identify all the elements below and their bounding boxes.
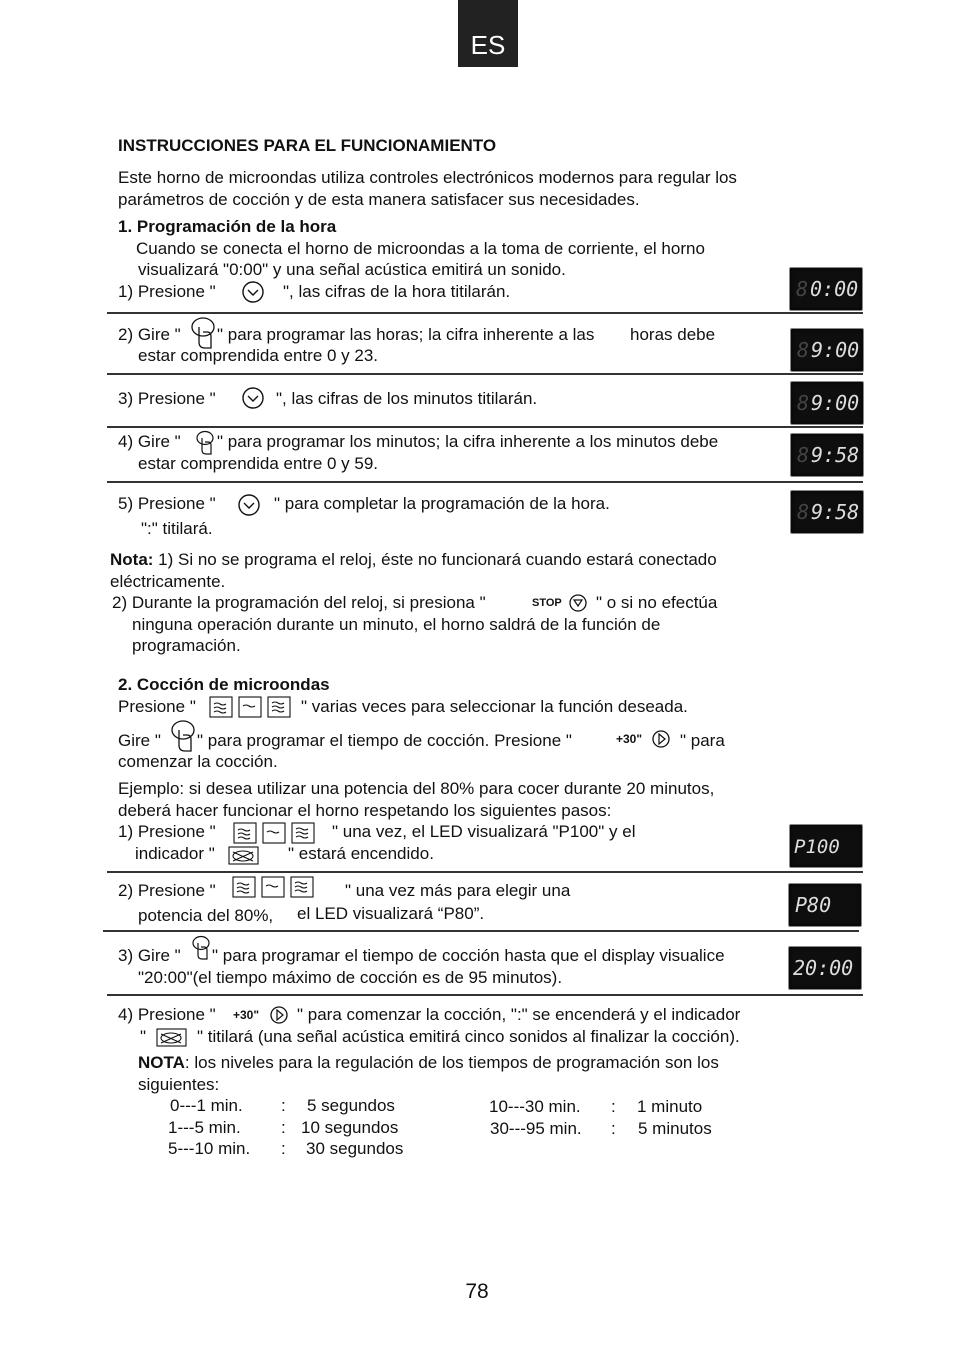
svg-text:8: 8 — [797, 338, 810, 362]
s2-step1-text-b: " una vez, el LED visualizará "P100" y el — [332, 822, 636, 841]
lcd-display — [790, 328, 864, 372]
lcd-value: 9:00 — [811, 391, 860, 415]
s1-step3-text-b: ", las cifras de los minutos titilarán. — [276, 389, 538, 408]
s2-step2-text-b: " una vez más para elegir una — [345, 881, 571, 900]
svg-text:8: 8 — [797, 391, 810, 415]
level-sep: : — [281, 1118, 286, 1137]
s1-step1-text-a: 1) Presione " — [118, 282, 216, 301]
s2-step4-text-d: " titilará (una señal acústica emitirá cinco sonidos al finalizar la cocción). — [197, 1027, 740, 1046]
divider — [107, 312, 863, 314]
power-buttons-icon — [209, 696, 293, 720]
s1-line-1: Cuando se conecta el horno de microondas a la toma de corriente, el horno — [136, 239, 705, 258]
s2-nota-line-1: NOTA: los niveles para la regulación de los tiempos de programación son los — [138, 1053, 719, 1072]
s2-example-2: deberá hacer funcionar el horno respetando los siguientes pasos: — [118, 801, 612, 820]
level-sep: : — [281, 1139, 286, 1158]
section-1-title: 1. Programación de la hora — [118, 217, 337, 236]
level-range: 30---95 min. — [490, 1119, 582, 1138]
level-range: 0---1 min. — [170, 1096, 243, 1115]
level-range: 5---10 min. — [168, 1139, 251, 1158]
intro-line-2: parámetros de cocción y de esta manera satisfacer sus necesidades. — [118, 190, 640, 209]
s2-p2-d: comenzar la cocción. — [118, 752, 278, 771]
lcd-display — [790, 433, 864, 477]
s1-step4-text-c: estar comprendida entre 0 y 59. — [138, 454, 379, 473]
svg-text:8: 8 — [797, 500, 810, 524]
lcd-value: 0:00 — [810, 277, 859, 301]
lcd-display — [790, 490, 864, 534]
language-tab: ES — [458, 0, 518, 67]
s1-step3-text-a: 3) Presione " — [118, 389, 216, 408]
nota-1-line-2: eléctricamente. — [110, 572, 226, 591]
s1-step4-text-a: 4) Gire " — [118, 432, 181, 451]
level-sep: : — [611, 1097, 616, 1116]
s2-step2-text-c: potencia del 80%, — [138, 906, 274, 925]
s2-example-1: Ejemplo: si desea utilizar una potencia del 80% para cocer durante 20 minutos, — [118, 779, 715, 798]
s1-step2-text-a: 2) Gire " — [118, 325, 181, 344]
lcd-value: 9:58 — [811, 443, 860, 467]
nota-1-line-4: ninguna operación durante un minuto, el horno saldrá de la función de — [132, 615, 661, 634]
s2-p1-a: Presione " — [118, 697, 196, 716]
s2-step1-text-d: " estará encendido. — [288, 844, 434, 863]
s2-step2-text-a: 2) Presione " — [118, 881, 216, 900]
lcd-value: 9:58 — [811, 500, 860, 524]
nota-1-line-1: Nota: 1) Si no se programa el reloj, éste no funcionará cuando estará conectado — [110, 550, 717, 569]
s1-step5-text-c: ":" titilará. — [141, 519, 213, 538]
lcd-display — [789, 267, 863, 311]
dial-knob-icon — [169, 719, 197, 753]
lcd-display — [790, 381, 864, 425]
page-number: 78 — [465, 1280, 489, 1303]
s2-p2-a: Gire " — [118, 731, 161, 750]
s1-step5-text-b: " para completar la programación de la hora. — [274, 494, 610, 513]
start-icon — [651, 729, 671, 749]
s2-step3-text-b: " para programar el tiempo de cocción hasta que el display visualice — [212, 946, 725, 965]
page-title: INSTRUCCIONES PARA EL FUNCIONAMIENTO — [118, 136, 497, 155]
dial-knob-icon — [190, 935, 212, 961]
s1-step1-text-b: ", las cifras de la hora titilarán. — [283, 282, 511, 301]
s2-step4-text-b: " para comenzar la cocción, ":" se encenderá y el indicador — [297, 1005, 741, 1024]
stop-label: STOP — [532, 597, 562, 609]
s1-step2-text-c: horas debe — [630, 325, 716, 344]
divider — [103, 930, 859, 932]
svg-text:8: 8 — [797, 443, 810, 467]
nota-1-line-5: programación. — [132, 636, 241, 655]
level-step: 5 minutos — [638, 1119, 712, 1138]
lcd-value: P100 — [794, 836, 840, 858]
s2-step4-text-a: 4) Presione " — [118, 1005, 216, 1024]
s2-step3-text-c: "20:00"(el tiempo máximo de cocción es de 95 minutos). — [138, 968, 563, 987]
s2-step3-text-a: 3) Gire " — [118, 946, 181, 965]
level-range: 1---5 min. — [168, 1118, 241, 1137]
clock-icon — [237, 493, 261, 517]
clock-icon — [241, 280, 265, 304]
divider — [107, 481, 863, 483]
level-sep: : — [611, 1119, 616, 1138]
s1-step2-text-d: estar comprendida entre 0 y 23. — [138, 346, 379, 365]
microwave-indicator-icon — [228, 846, 260, 866]
level-step: 5 segundos — [307, 1096, 395, 1115]
divider — [107, 994, 863, 996]
s2-step1-text-a: 1) Presione " — [118, 822, 216, 841]
level-sep: : — [281, 1096, 286, 1115]
clock-icon — [241, 386, 265, 410]
lcd-value: 9:00 — [811, 338, 860, 362]
svg-text:8: 8 — [796, 277, 809, 301]
plus30-label: +30" — [233, 1008, 260, 1022]
s1-step2-text-b: " para programar las horas; la cifra inherente a las — [217, 325, 595, 344]
s1-line-2: visualizará "0:00" y una señal acústica emitirá un sonido. — [138, 260, 566, 279]
divider — [107, 426, 863, 428]
level-step: 30 segundos — [306, 1139, 404, 1158]
power-buttons-icon — [232, 876, 316, 900]
lcd-value: 20:00 — [793, 956, 854, 980]
s2-step1-text-c: indicador " — [135, 844, 215, 863]
s2-step2-text-d: el LED visualizará “P80”. — [297, 904, 485, 923]
s1-step5-text-a: 5) Presione " — [118, 494, 216, 513]
level-range: 10---30 min. — [489, 1097, 581, 1116]
s1-step4-text-b: " para programar los minutos; la cifra inherente a los minutos debe — [217, 432, 719, 451]
divider — [107, 871, 863, 873]
divider — [107, 373, 863, 375]
nota-1-line-3b: " o si no efectúa — [596, 593, 718, 612]
s2-nota-line-2: siguientes: — [138, 1075, 220, 1094]
level-step: 10 segundos — [301, 1118, 399, 1137]
s2-p1-b: " varias veces para seleccionar la función deseada. — [301, 697, 688, 716]
microwave-indicator-icon — [156, 1028, 188, 1048]
s2-step4-text-c: " — [140, 1027, 147, 1046]
lcd-value: P80 — [795, 893, 832, 917]
s2-p2-b: " para programar el tiempo de cocción. Presione " — [197, 731, 572, 750]
stop-icon — [568, 593, 588, 613]
level-step: 1 minuto — [637, 1097, 703, 1116]
nota-1-line-3a: 2) Durante la programación del reloj, si presiona " — [112, 593, 486, 612]
s2-p2-c: " para — [680, 731, 725, 750]
start-icon — [269, 1005, 289, 1025]
intro-line-1: Este horno de microondas utiliza controles electrónicos modernos para regular los — [118, 168, 737, 187]
lcd-display — [789, 824, 863, 868]
lcd-display — [788, 946, 862, 990]
section-2-title: 2. Cocción de microondas — [118, 675, 330, 694]
plus30-label: +30" — [616, 732, 643, 746]
lcd-display — [788, 883, 862, 927]
